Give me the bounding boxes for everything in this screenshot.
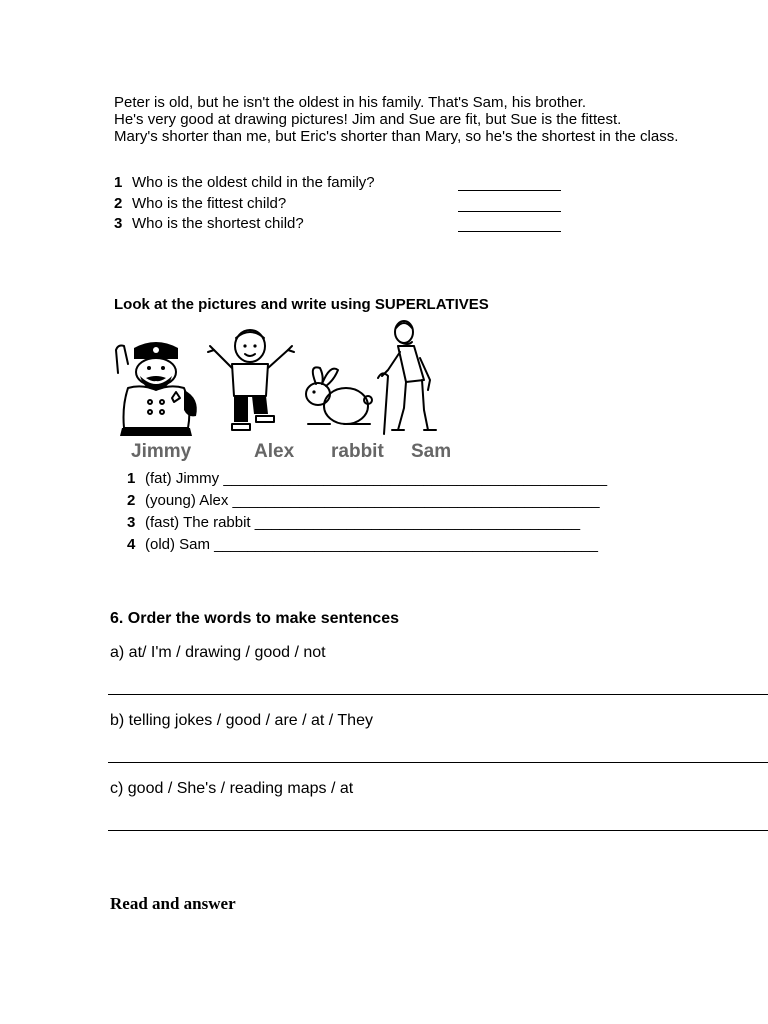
question-item [114,215,304,233]
question-number: 2 [114,195,123,212]
passage-line: He's very good at drawing pictures! Jim and Sue are fit, but Sue is the fittest. [114,111,622,128]
child-icon [208,330,294,430]
item-prompt: (fast) The rabbit _______________________________________ [145,514,581,531]
question-item [114,174,375,192]
item-number: 4 [127,536,136,553]
superlatives-heading: Look at the pictures and write using SUPERLATIVES [114,296,489,313]
superlative-item[interactable] [127,492,600,510]
answer-line[interactable] [108,762,768,763]
answer-blank[interactable] [458,176,561,191]
question-number: 1 [114,174,123,191]
superlative-item[interactable] [127,470,607,488]
picture-name: Alex [254,441,295,462]
picture-name: rabbit [331,441,384,462]
policeman-icon [116,342,197,436]
question-text: Who is the fittest child? [132,195,287,212]
answer-line[interactable] [108,830,768,831]
item-prompt: (old) Sam ______________________________________________ [145,536,598,553]
item-number: 3 [127,514,136,531]
passage-line: Peter is old, but he isn't the oldest in his family. That's Sam, his brother. [114,94,587,111]
question-item [114,195,286,213]
picture-name: Jimmy [131,441,192,462]
item-prompt: (young) Alex ____________________________________________ [145,492,600,509]
item-number: 1 [127,470,136,487]
read-and-answer-heading: Read and answer [110,894,236,913]
item-prompt: (fat) Jimmy ______________________________________________ [145,470,608,487]
passage-line: Mary's shorter than me, but Eric's shorter than Mary, so he's the shortest in the class. [114,128,679,145]
order-heading: 6. Order the words to make sentences [110,610,399,627]
answer-blank[interactable] [458,217,561,232]
question-text: Who is the shortest child? [132,215,304,232]
order-item: b) telling jokes / good / are / at / They [110,712,373,729]
question-number: 3 [114,215,123,232]
order-item: a) at/ I'm / drawing / good / not [110,644,326,661]
superlative-item[interactable] [127,536,598,554]
picture-strip [108,318,468,443]
item-number: 2 [127,492,136,509]
picture-name: Sam [411,441,452,462]
answer-blank[interactable] [458,197,561,212]
superlative-item[interactable] [127,514,580,532]
old-man-icon [378,321,436,434]
question-text: Who is the oldest child in the family? [132,174,375,191]
rabbit-icon [306,367,372,424]
answer-line[interactable] [108,694,768,695]
order-item: c) good / She's / reading maps / at [110,780,354,797]
